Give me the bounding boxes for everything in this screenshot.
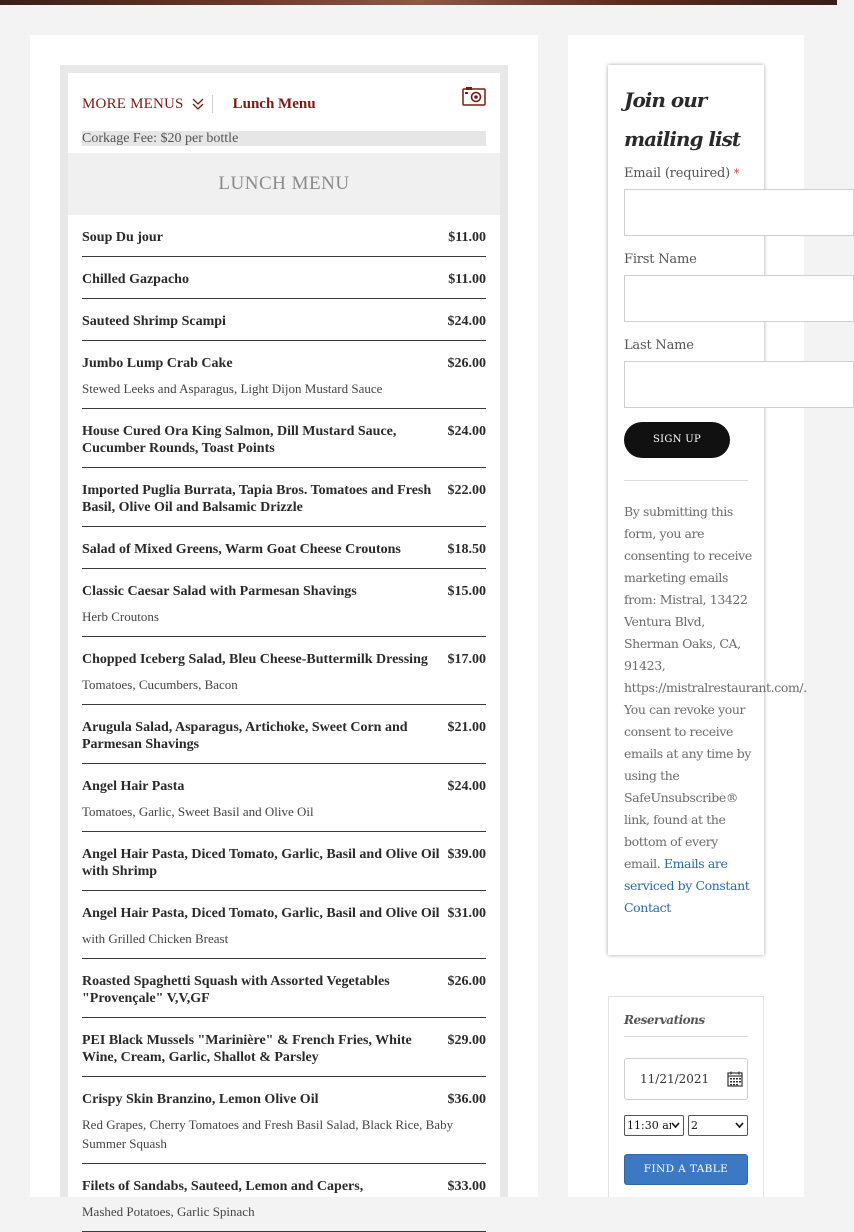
menu-item-price: $26.00 xyxy=(447,974,486,989)
menu-item-row xyxy=(82,1091,486,1108)
menu-item-row xyxy=(82,778,486,795)
lunch-menu-link[interactable]: Lunch Menu xyxy=(232,95,316,112)
menu-item-description: Tomatoes, Cucumbers, Bacon xyxy=(82,677,238,692)
sidebar xyxy=(568,35,807,1197)
menu-item xyxy=(82,409,486,468)
menu-item-row xyxy=(82,719,486,753)
first-name-label: First Name xyxy=(624,252,697,267)
menu-item xyxy=(82,257,486,299)
menu-item-price: $18.50 xyxy=(447,542,486,557)
last-name-label: Last Name xyxy=(624,338,694,353)
time-value: 11:30 am xyxy=(627,1119,680,1132)
menu-item xyxy=(82,468,486,527)
menu-item-price: $21.00 xyxy=(447,720,486,735)
menu-item-row xyxy=(82,846,486,880)
menu-item-list xyxy=(82,215,486,1232)
menu-item-name: PEI Black Mussels "Marinière" & French Fries, White Wine, Cream, Garlic, Shallot & Parsley xyxy=(82,1033,412,1065)
more-menus-label: MORE MENUS xyxy=(82,95,184,112)
menu-item-name: Crispy Skin Branzino, Lemon Olive Oil xyxy=(82,1092,319,1107)
email-field[interactable] xyxy=(624,189,854,236)
menu-item-name: Classic Caesar Salad with Parmesan Shavings xyxy=(82,584,357,599)
menu-item-name: Arugula Salad, Asparagus, Artichoke, Sweet Corn and Parmesan Shavings xyxy=(82,720,408,752)
menu-item-row xyxy=(82,313,486,330)
menu-item-price: $33.00 xyxy=(447,1179,486,1194)
menu-item-row xyxy=(82,482,486,516)
menu-item xyxy=(82,637,486,705)
menu-item-price: $39.00 xyxy=(447,847,486,862)
menu-item-row xyxy=(82,271,486,288)
time-select[interactable] xyxy=(624,1115,684,1136)
last-name-field[interactable] xyxy=(624,361,854,408)
menu-item xyxy=(82,764,486,832)
menu-item-row xyxy=(82,229,486,246)
first-name-field[interactable] xyxy=(624,275,854,322)
corkage-fee-note: Corkage Fee: $20 per bottle xyxy=(82,131,486,146)
section-title: LUNCH MENU xyxy=(68,153,500,215)
menu-item-price: $24.00 xyxy=(447,314,486,329)
menu-panel xyxy=(68,73,500,1219)
menu-item-row xyxy=(82,583,486,600)
mailing-list-form xyxy=(608,65,807,955)
menu-item-row xyxy=(82,355,486,372)
menu-nav xyxy=(82,93,486,115)
menu-item-price: $22.00 xyxy=(447,483,486,498)
menu-item xyxy=(82,959,486,1018)
menu-item-name: Angel Hair Pasta, Diced Tomato, Garlic, Basil and Olive Oil xyxy=(82,906,440,921)
menu-item-row xyxy=(82,973,486,1007)
menu-item-price: $24.00 xyxy=(447,424,486,439)
calendar-icon[interactable] xyxy=(727,1071,743,1087)
menu-item-name: Roasted Spaghetti Squash with Assorted Vegetables "Provençale" V,V,GF xyxy=(82,974,390,1006)
form-divider xyxy=(624,480,748,481)
menu-item xyxy=(82,527,486,569)
menu-item xyxy=(82,1018,486,1077)
menu-item-name: Imported Puglia Burrata, Tapia Bros. Tomatoes and Fresh Basil, Olive Oil and Balsamic Drizzle xyxy=(82,483,432,515)
menu-item xyxy=(82,891,486,959)
chevron-down-icon xyxy=(671,1122,680,1129)
required-marker: * xyxy=(733,167,740,180)
menu-item xyxy=(82,569,486,637)
menu-item-price: $26.00 xyxy=(447,356,486,371)
menu-item-name: Angel Hair Pasta, Diced Tomato, Garlic, Basil and Olive Oil with Shrimp xyxy=(82,847,440,879)
menu-item xyxy=(82,705,486,764)
menu-item-name: Jumbo Lump Crab Cake xyxy=(82,356,233,371)
menu-item xyxy=(82,215,486,257)
menu-item-description: with Grilled Chicken Breast xyxy=(82,931,229,946)
menu-item-row xyxy=(82,1178,486,1195)
party-size-value: 2 xyxy=(691,1119,698,1132)
reservations-title: Reservations xyxy=(624,1013,748,1037)
reservations-widget xyxy=(608,996,764,1197)
menu-item-price: $11.00 xyxy=(448,230,486,245)
menu-item-description: Herb Croutons xyxy=(82,609,159,624)
sign-up-button[interactable]: SIGN UP xyxy=(624,422,730,458)
menu-item-name: Angel Hair Pasta xyxy=(82,779,185,794)
menu-item-row xyxy=(82,1032,486,1066)
menu-item xyxy=(82,299,486,341)
menu-item-price: $36.00 xyxy=(447,1092,486,1107)
find-a-table-button[interactable]: FIND A TABLE xyxy=(624,1154,748,1185)
menu-item-name: Sauteed Shrimp Scampi xyxy=(82,314,226,329)
menu-item-name: Soup Du jour xyxy=(82,230,163,245)
date-value: 11/21/2021 xyxy=(640,1072,710,1086)
menu-item-description: Tomatoes, Garlic, Sweet Basil and Olive Oil xyxy=(82,804,314,819)
menu-item-description: Mashed Potatoes, Garlic Spinach xyxy=(82,1204,255,1219)
email-label xyxy=(624,166,739,181)
menu-item-name: Chopped Iceberg Salad, Bleu Cheese-Buttermilk Dressing xyxy=(82,652,428,667)
menu-item-price: $11.00 xyxy=(448,272,486,287)
party-size-select[interactable] xyxy=(688,1115,748,1136)
chevron-down-icon xyxy=(735,1122,744,1129)
consent-text-block xyxy=(624,501,807,919)
constant-contact-link[interactable]: Emails are serviced by Constant Contact xyxy=(624,856,750,915)
menu-item-price: $29.00 xyxy=(447,1033,486,1048)
camera-icon[interactable] xyxy=(462,86,486,106)
menu-item-name: House Cured Ora King Salmon, Dill Mustard Sauce, Cucumber Rounds, Toast Points xyxy=(82,424,397,456)
menu-item-name: Filets of Sandabs, Sauteed, Lemon and Capers, xyxy=(82,1179,364,1194)
menu-item xyxy=(82,341,486,409)
more-menus-dropdown[interactable] xyxy=(82,95,213,113)
menu-item-description: Red Grapes, Cherry Tomatoes and Fresh Basil Salad, Black Rice, Baby Summer Squash xyxy=(82,1117,454,1151)
menu-item-row xyxy=(82,651,486,668)
menu-item-price: $24.00 xyxy=(447,779,486,794)
menu-item-description: Stewed Leeks and Asparagus, Light Dijon Mustard Sauce xyxy=(82,381,383,396)
menu-item xyxy=(82,1077,486,1164)
menu-item xyxy=(82,1164,486,1232)
menu-item xyxy=(82,832,486,891)
menu-item-price: $15.00 xyxy=(447,584,486,599)
menu-item-name: Salad of Mixed Greens, Warm Goat Cheese Croutons xyxy=(82,542,401,557)
menu-item-price: $31.00 xyxy=(447,906,486,921)
date-picker-input[interactable] xyxy=(624,1058,748,1100)
consent-text: By submitting this form, you are consenting to receive marketing emails from: Mistral, 13422 Ventura Blvd, Sherman Oaks, CA, 91423, https://mistralrestaurant.com/. You can revoke your consent to receive emails at any time by using the SafeUnsubscribe® link, found at the bottom of every email. xyxy=(624,504,807,871)
menu-item-row xyxy=(82,423,486,457)
header-image-strip xyxy=(0,0,837,5)
double-chevron-down-icon xyxy=(192,97,204,111)
email-label-text: Email (required) xyxy=(624,166,730,181)
menu-item-row xyxy=(82,541,486,558)
menu-item-price: $17.00 xyxy=(447,652,486,667)
menu-frame xyxy=(60,65,508,1219)
menu-item-row xyxy=(82,905,486,922)
mailing-list-title: Join our mailing list xyxy=(624,88,741,151)
menu-item-name: Chilled Gazpacho xyxy=(82,272,189,287)
menu-column xyxy=(30,35,538,1219)
